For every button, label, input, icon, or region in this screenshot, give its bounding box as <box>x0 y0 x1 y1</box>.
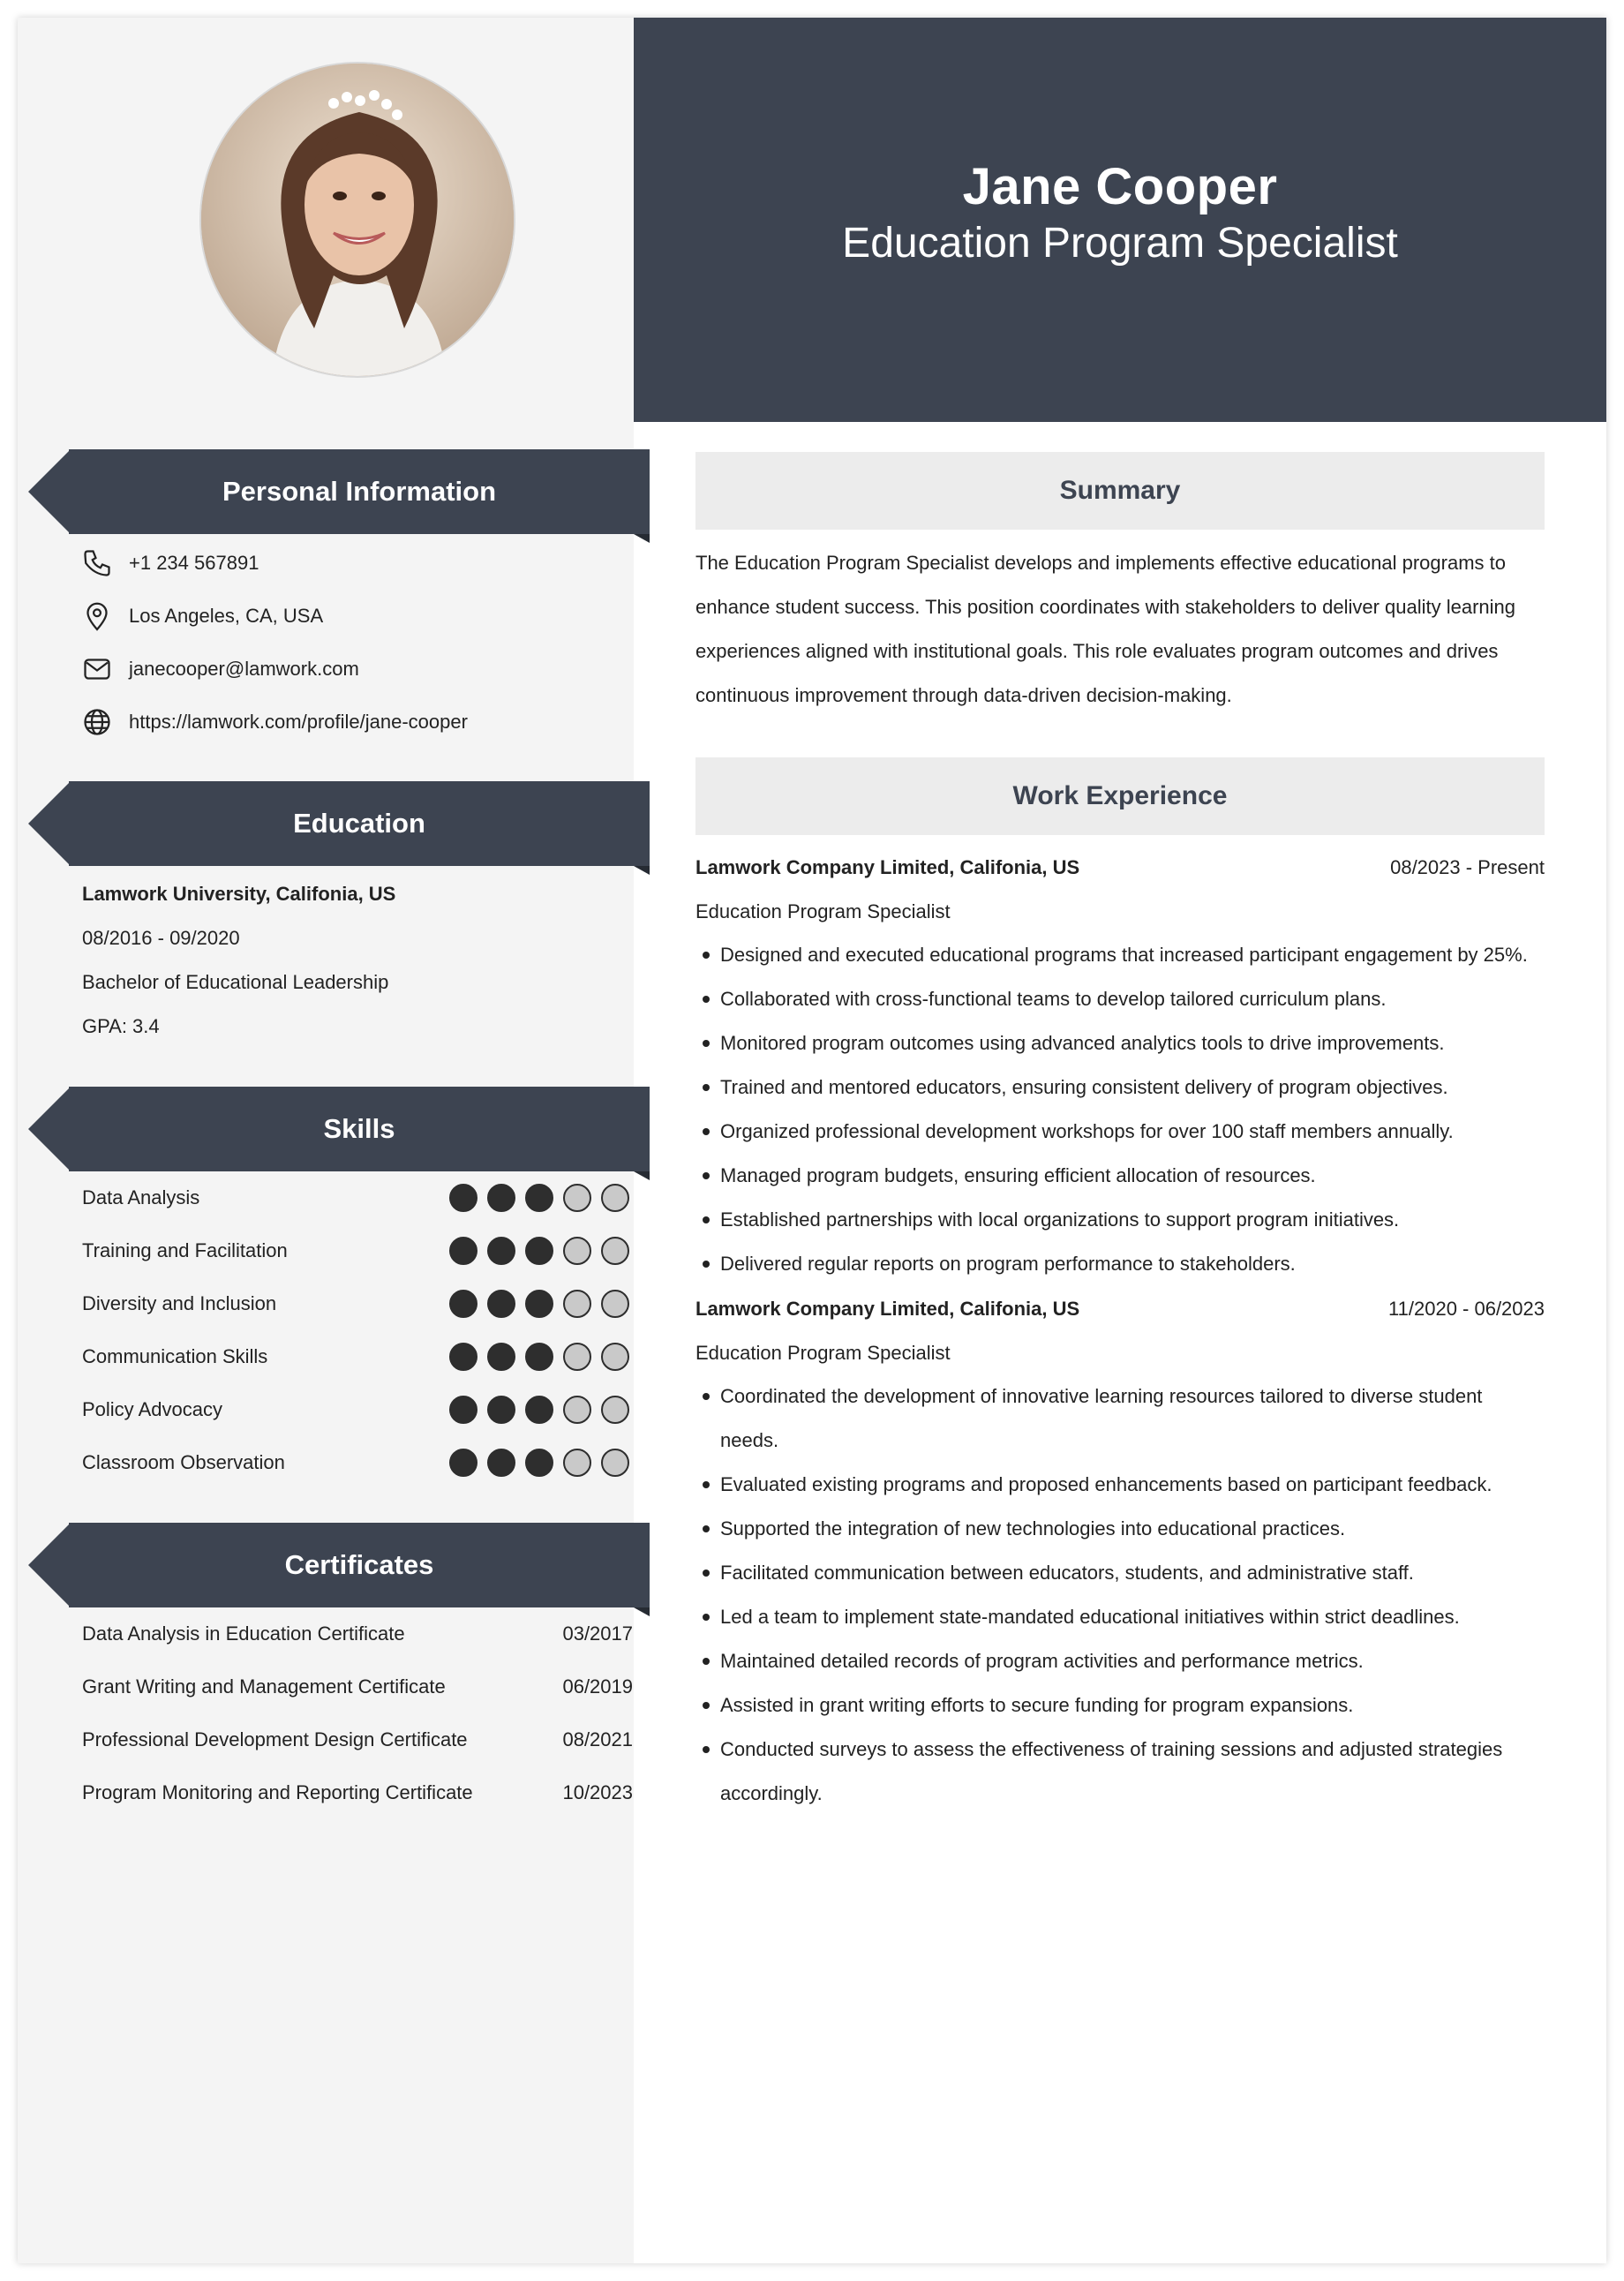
bullet-item: Trained and mentored educators, ensuring consistent delivery of program objectives. <box>695 1065 1545 1110</box>
bullet-item: Led a team to implement state-mandated educational initiatives within strict deadlines. <box>695 1595 1545 1639</box>
education-school: Lamwork University, Califonia, US <box>82 883 396 905</box>
certificate-name: Program Monitoring and Reporting Certificate <box>82 1781 473 1803</box>
rating-dot <box>449 1396 477 1424</box>
certificate-date: 03/2017 <box>562 1622 633 1645</box>
rating-dot <box>601 1184 629 1212</box>
location-text: Los Angeles, CA, USA <box>129 605 324 627</box>
profile-photo <box>201 64 515 378</box>
rating-dot <box>449 1343 477 1371</box>
rating-dot <box>525 1396 553 1424</box>
location-pin-icon <box>79 598 115 634</box>
candidate-title: Education Program Specialist <box>842 220 1398 267</box>
certificate-date: 10/2023 <box>562 1781 633 1803</box>
job-dates: 11/2020 - 06/2023 <box>1388 1298 1545 1320</box>
rating-dot <box>525 1290 553 1318</box>
bullet-item: Supported the integration of new technologies into educational practices. <box>695 1507 1545 1551</box>
rating-dot <box>525 1449 553 1477</box>
phone-text: +1 234 567891 <box>129 552 259 574</box>
job-company: Lamwork Company Limited, Califonia, US <box>695 1298 1080 1320</box>
skill-rating <box>449 1449 629 1477</box>
rating-dot <box>563 1290 591 1318</box>
rating-dot <box>487 1184 515 1212</box>
rating-dot <box>601 1290 629 1318</box>
bullet-item: Monitored program outcomes using advanced analytics tools to drive improvements. <box>695 1021 1545 1065</box>
job-role: Education Program Specialist <box>695 900 951 922</box>
rating-dot <box>487 1396 515 1424</box>
bullet-item: Evaluated existing programs and proposed enhancements based on participant feedback. <box>695 1463 1545 1507</box>
certificates-heading: Certificates <box>284 1549 434 1580</box>
certificate-row <box>82 1722 633 1758</box>
bullet-item: Established partnerships with local organizations to support program initiatives. <box>695 1198 1545 1242</box>
rating-dot <box>563 1396 591 1424</box>
education-ribbon <box>28 781 650 866</box>
rating-dot <box>449 1449 477 1477</box>
bullet-item: Delivered regular reports on program performance to stakeholders. <box>695 1242 1545 1286</box>
job-company: Lamwork Company Limited, Califonia, US <box>695 856 1080 878</box>
rating-dot <box>525 1184 553 1212</box>
work-experience-heading: Work Experience <box>695 757 1545 835</box>
education-degree: Bachelor of Educational Leadership <box>82 971 389 993</box>
rating-dot <box>601 1396 629 1424</box>
skill-name: Diversity and Inclusion <box>82 1292 277 1314</box>
rating-dot <box>525 1343 553 1371</box>
summary-heading: Summary <box>695 452 1545 530</box>
job-header <box>695 1298 1545 1321</box>
skill-row <box>82 1286 629 1321</box>
rating-dot <box>487 1449 515 1477</box>
bullet-item: Conducted surveys to assess the effectiveness of training sessions and adjusted strategies accordingly. <box>695 1728 1545 1816</box>
bullet-item: Organized professional development workshops for over 100 staff members annually. <box>695 1110 1545 1154</box>
education-gpa: GPA: 3.4 <box>82 1015 160 1037</box>
certificate-name: Data Analysis in Education Certificate <box>82 1622 405 1645</box>
summary-text: The Education Program Specialist develops and implements effective educational programs to enhance student success. This position coordinates with stakeholders to deliver quality learning experiences aligned with institutional goals. This role evaluates program outcomes and drives continuous improvement through data-driven decision-making. <box>695 552 1516 706</box>
job-bullets <box>695 1374 1545 1816</box>
avatar <box>199 62 515 378</box>
bullet-item: Maintained detailed records of program activities and performance metrics. <box>695 1639 1545 1683</box>
bullet-item: Assisted in grant writing efforts to secure funding for program expansions. <box>695 1683 1545 1728</box>
bullet-item: Facilitated communication between educators, students, and administrative staff. <box>695 1551 1545 1595</box>
resume-page <box>18 18 1606 2263</box>
skill-row <box>82 1445 629 1480</box>
personal-info-heading: Personal Information <box>222 476 497 507</box>
certificate-date: 08/2021 <box>562 1728 633 1750</box>
bullet-item: Collaborated with cross-functional teams to develop tailored curriculum plans. <box>695 977 1545 1021</box>
skill-row <box>82 1233 629 1268</box>
job-bullets <box>695 933 1545 1286</box>
rating-dot <box>449 1290 477 1318</box>
skill-rating <box>449 1343 629 1371</box>
rating-dot <box>449 1184 477 1212</box>
sidebar <box>18 18 634 2263</box>
skill-name: Communication Skills <box>82 1345 268 1367</box>
rating-dot <box>487 1343 515 1371</box>
website-text[interactable]: https://lamwork.com/profile/jane-cooper <box>129 711 468 733</box>
bullet-item: Designed and executed educational programs that increased participant engagement by 25%. <box>695 933 1545 977</box>
education-heading: Education <box>293 808 425 839</box>
skills-ribbon <box>28 1087 650 1171</box>
certificate-row <box>82 1616 633 1652</box>
rating-dot <box>563 1184 591 1212</box>
skill-rating <box>449 1237 629 1265</box>
skill-rating <box>449 1184 629 1212</box>
rating-dot <box>487 1290 515 1318</box>
job-dates: 08/2023 - Present <box>1390 856 1545 878</box>
skill-name: Training and Facilitation <box>82 1239 288 1261</box>
skill-row <box>82 1339 629 1374</box>
skill-row <box>82 1180 629 1216</box>
skill-name: Classroom Observation <box>82 1451 285 1473</box>
mail-icon <box>79 651 115 687</box>
skill-row <box>82 1392 629 1427</box>
personal-info-ribbon <box>28 449 650 534</box>
phone-icon <box>79 546 115 581</box>
skill-name: Policy Advocacy <box>82 1398 222 1420</box>
skill-rating <box>449 1290 629 1318</box>
contact-website <box>79 703 468 742</box>
rating-dot <box>487 1237 515 1265</box>
job-role: Education Program Specialist <box>695 1342 951 1364</box>
certificates-ribbon <box>28 1523 650 1607</box>
globe-icon <box>79 704 115 740</box>
bullet-item: Managed program budgets, ensuring efficient allocation of resources. <box>695 1154 1545 1198</box>
rating-dot <box>601 1237 629 1265</box>
certificate-name: Grant Writing and Management Certificate <box>82 1675 446 1698</box>
skill-name: Data Analysis <box>82 1186 200 1208</box>
certificate-row <box>82 1775 633 1810</box>
certificate-row <box>82 1669 633 1705</box>
rating-dot <box>563 1343 591 1371</box>
skills-heading: Skills <box>323 1113 395 1144</box>
contact-phone <box>79 544 259 583</box>
contact-location <box>79 597 323 636</box>
rating-dot <box>563 1237 591 1265</box>
certificate-name: Professional Development Design Certificate <box>82 1728 468 1750</box>
contact-email <box>79 650 359 689</box>
header-banner <box>634 18 1606 422</box>
bullet-item: Coordinated the development of innovative learning resources tailored to diverse student needs. <box>695 1374 1545 1463</box>
rating-dot <box>601 1449 629 1477</box>
education-dates: 08/2016 - 09/2020 <box>82 927 240 949</box>
rating-dot <box>601 1343 629 1371</box>
certificate-date: 06/2019 <box>562 1675 633 1698</box>
rating-dot <box>449 1237 477 1265</box>
email-text[interactable]: janecooper@lamwork.com <box>129 658 359 680</box>
candidate-name: Jane Cooper <box>962 158 1278 215</box>
rating-dot <box>525 1237 553 1265</box>
rating-dot <box>563 1449 591 1477</box>
skill-rating <box>449 1396 629 1424</box>
job-header <box>695 856 1545 879</box>
